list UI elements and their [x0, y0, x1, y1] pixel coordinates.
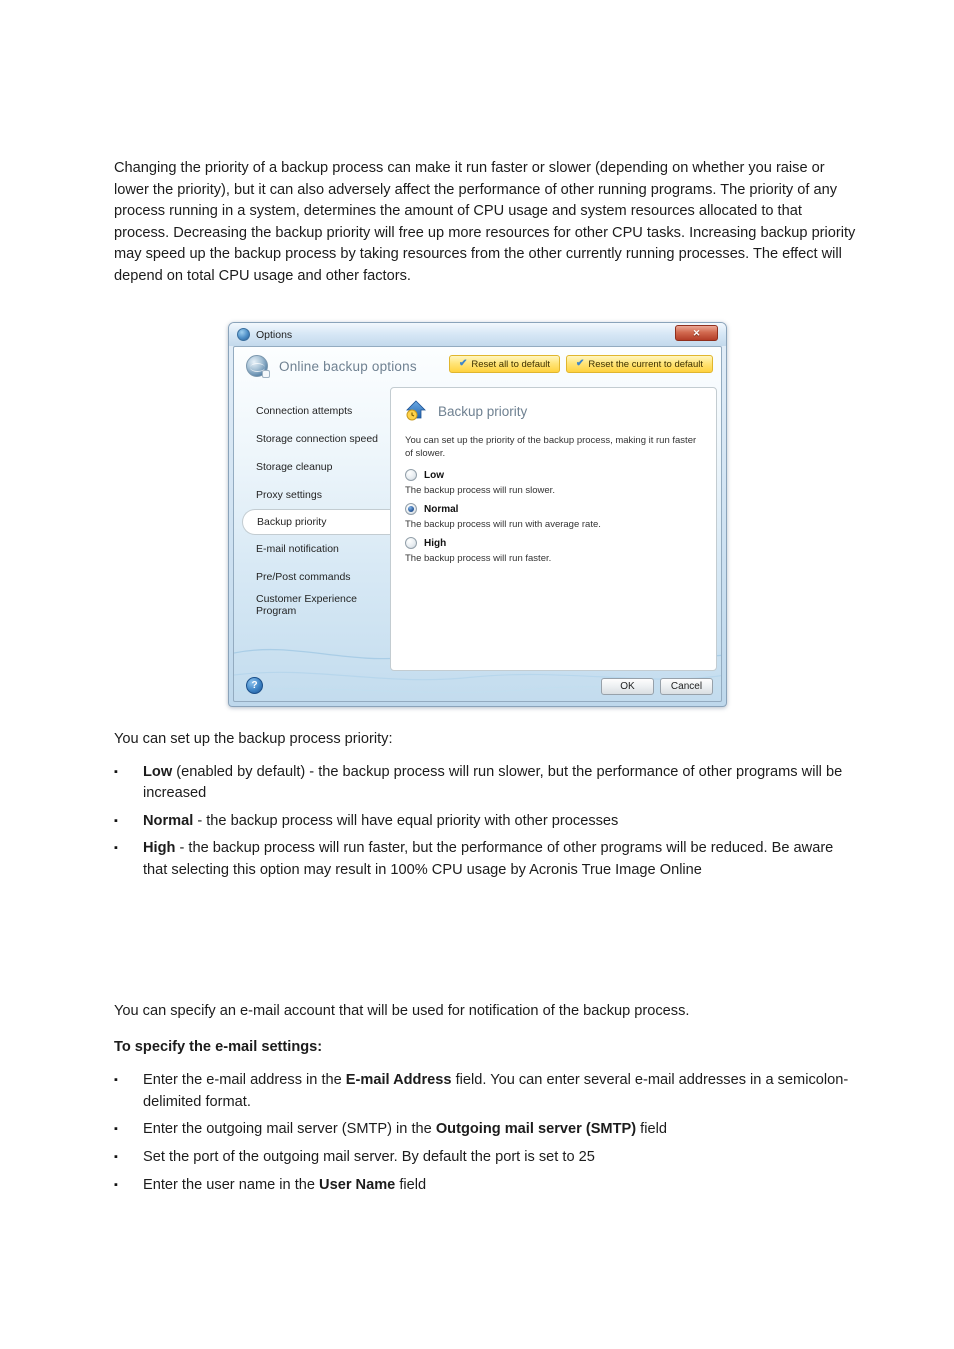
radio-option-low-description: The backup process will run slower. — [405, 485, 555, 496]
reset-current-button[interactable] — [566, 355, 713, 373]
options-dialog — [228, 322, 727, 707]
backup-priority-icon — [405, 400, 427, 422]
email-settings-heading: To specify the e-mail settings: — [114, 1038, 323, 1055]
bullet-icon: ▪ — [114, 765, 118, 778]
backup-priority-panel — [390, 387, 717, 671]
panel-title: Backup priority — [438, 403, 528, 419]
radio-option-normal-description: The backup process will run with average rate. — [405, 519, 601, 530]
list-item: ▪ Low (enabled by default) - the backup process will run slower, but the performance of other programs will be increased — [114, 762, 856, 805]
cancel-button[interactable]: Cancel — [660, 678, 713, 695]
dialog-titlebar[interactable] — [229, 323, 726, 346]
check-icon: ✔ — [458, 358, 468, 369]
bullet-icon: ▪ — [114, 1074, 118, 1087]
list-item: ▪ Normal - the backup process will have equal priority with other processes — [114, 811, 856, 833]
reset-all-button[interactable] — [449, 355, 560, 373]
dialog-header — [246, 355, 417, 377]
dialog-heading: Online backup options — [279, 358, 417, 374]
radio-icon[interactable] — [405, 469, 417, 481]
priority-intro: You can set up the backup process priority: — [114, 731, 393, 747]
help-icon: ? — [251, 680, 258, 691]
ok-button[interactable]: OK — [601, 678, 654, 695]
sidebar-item-customer-experience-program[interactable]: Customer Experience Program — [256, 593, 357, 617]
bullet-icon: ▪ — [114, 1178, 118, 1191]
bullet-icon: ▪ — [114, 814, 118, 827]
list-item: ▪ Set the port of the outgoing mail server. By default the port is set to 25 — [114, 1147, 856, 1169]
radio-selected-icon[interactable] — [405, 503, 417, 515]
close-button[interactable] — [675, 325, 718, 341]
list-item: ▪ High - the backup process will run faster, but the performance of other programs will be reduced. Be aware that selecting this option may result in 100% CPU usage by Acronis True Image Online — [114, 838, 856, 881]
list-item: ▪ Enter the outgoing mail server (SMTP) in the Outgoing mail server (SMTP) field — [114, 1119, 856, 1141]
sidebar-item-backup-priority[interactable]: Backup priority — [242, 509, 391, 535]
online-backup-icon — [246, 355, 268, 377]
radio-option-low[interactable]: Low — [405, 469, 702, 481]
sidebar-item-email-notification[interactable]: E-mail notification — [256, 543, 339, 555]
dialog-title: Options — [256, 328, 293, 341]
close-icon: ✕ — [692, 327, 701, 338]
sidebar-item-connection-attempts[interactable]: Connection attempts — [256, 405, 353, 417]
reset-current-label: Reset the current to default — [588, 358, 703, 370]
sidebar-item-proxy-settings[interactable]: Proxy settings — [256, 489, 322, 501]
options-sidebar — [234, 397, 390, 619]
options-app-icon — [237, 328, 250, 341]
bullet-icon: ▪ — [114, 1150, 118, 1163]
sidebar-item-storage-connection-speed[interactable]: Storage connection speed — [256, 433, 379, 445]
sidebar-item-pre-post-commands[interactable]: Pre/Post commands — [256, 571, 351, 583]
radio-icon[interactable] — [405, 537, 417, 549]
reset-all-label: Reset all to default — [471, 358, 551, 370]
bullet-icon: ▪ — [114, 842, 118, 855]
help-button[interactable] — [246, 677, 263, 694]
radio-option-high-description: The backup process will run faster. — [405, 553, 552, 564]
list-item: ▪ Enter the user name in the User Name field — [114, 1175, 856, 1197]
bullet-icon: ▪ — [114, 1123, 118, 1136]
sidebar-item-storage-cleanup[interactable]: Storage cleanup — [256, 461, 333, 473]
radio-option-normal[interactable]: Normal — [405, 503, 702, 515]
email-intro: You can specify an e-mail account that will be used for notification of the backup process. — [114, 1003, 690, 1019]
dialog-body — [233, 346, 722, 702]
email-section — [114, 1001, 856, 1202]
check-icon: ✔ — [576, 358, 585, 369]
radio-option-high[interactable]: High — [405, 537, 702, 549]
list-item: ▪ Enter the e-mail address in the E-mail Address field. You can enter several e-mail addresses in a semicolon-delimited format. — [114, 1070, 856, 1113]
panel-description: You can set up the priority of the backup process, making it run faster of slower. — [405, 435, 697, 459]
intro-paragraph: Changing the priority of a backup process can make it run faster or slower (depending on whether you raise or lower the priority), but it can also adversely affect the performance of other running programs. The priority of any process running in a system, determines the amount of CPU usage and system resources allocated to that process. Decreasing the backup priority will free up more resources for other CPU tasks. Increasing backup priority may speed up the backup process by taking resources from the other currently running processes. The effect will depend on total CPU usage and other factors. — [114, 160, 856, 284]
priority-section — [114, 729, 856, 888]
